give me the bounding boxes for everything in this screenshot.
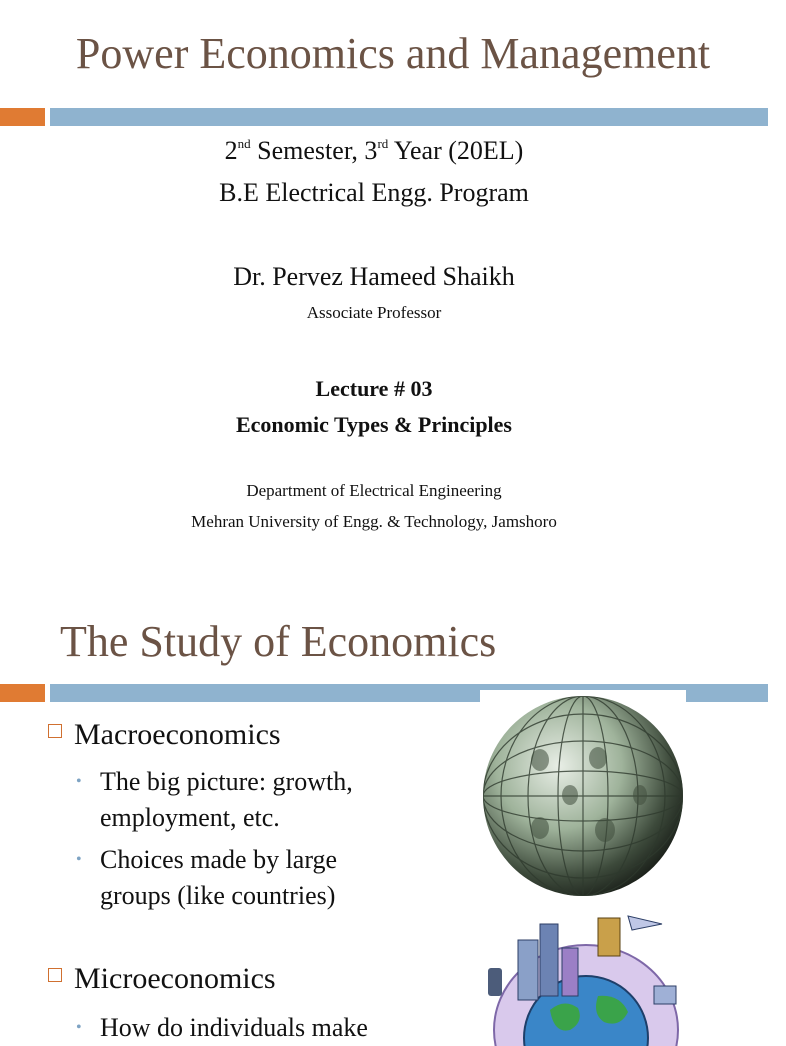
sub-bullet-line: How do individuals make	[100, 1013, 368, 1042]
slide-title: Power Economics and Management	[75, 29, 711, 78]
sub-bullet-line: The big picture: growth,	[100, 767, 353, 796]
square-bullet-icon	[48, 968, 62, 982]
semester-mid: Semester, 3	[250, 136, 378, 165]
year-tail: Year (20EL)	[388, 136, 524, 165]
sub-bullet-line: groups (like countries)	[100, 881, 336, 910]
globe-svg	[480, 690, 686, 900]
professor-rank: Associate Professor	[306, 303, 442, 322]
department-name: Department of Electrical Engineering	[246, 481, 502, 500]
money-globe-image	[480, 690, 686, 900]
dot-bullet-icon: •	[76, 851, 82, 868]
bullet-label: Macroeconomics	[74, 718, 281, 751]
dot-bullet-icon: •	[76, 773, 82, 790]
bullet-label: Microeconomics	[74, 962, 276, 995]
dot-bullet-icon: •	[76, 1019, 82, 1036]
square-bullet-icon	[48, 724, 62, 738]
accent-bar-orange	[0, 108, 45, 126]
slide-title: The Study of Economics	[60, 617, 497, 666]
sub-bullet-line: Choices made by large	[100, 845, 338, 874]
semester-number: 2	[224, 136, 238, 165]
sub-bullet-line: employment, etc.	[100, 803, 280, 832]
semester-suffix: nd	[237, 136, 251, 151]
year-suffix: rd	[377, 136, 389, 151]
lecture-topic: Economic Types & Principles	[235, 412, 512, 437]
city-world-clipart	[478, 910, 688, 1024]
accent-bar-blue	[50, 108, 768, 126]
city-world-svg	[478, 910, 688, 1024]
university-name: Mehran University of Engg. & Technology, Jamshoro	[191, 512, 557, 531]
professor-name: Dr. Pervez Hameed Shaikh	[233, 262, 515, 291]
bullet-macroeconomics	[48, 718, 281, 752]
content-slide	[0, 592, 768, 1042]
accent-bar-orange	[0, 684, 45, 702]
program-line: B.E Electrical Engg. Program	[219, 178, 529, 207]
lecture-number: Lecture # 03	[315, 376, 433, 401]
bullet-microeconomics	[48, 962, 276, 996]
semester-line	[0, 136, 748, 166]
